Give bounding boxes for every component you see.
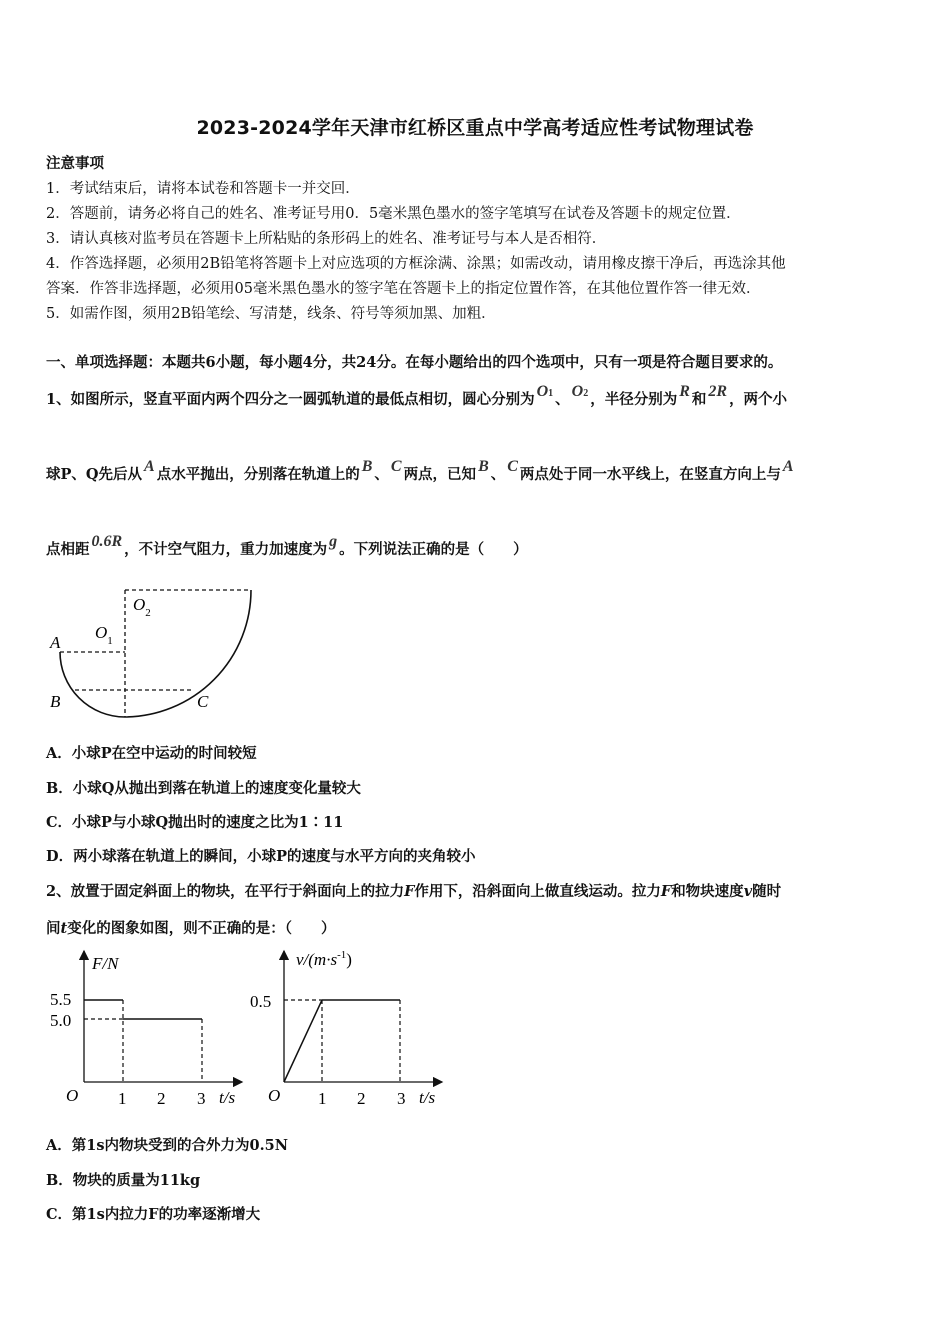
x-tick-3: 3	[397, 1089, 406, 1108]
math-c: C	[390, 458, 402, 475]
math-2r: 2R	[708, 383, 728, 400]
x-tick-2: 2	[157, 1089, 166, 1108]
q2-line-1: 2、放置于固定斜面上的物块，在平行于斜面向上的拉力F作用下，沿斜面向上做直线运动。拉力F和物块速度v随时	[46, 883, 782, 900]
math-height: 0.6R	[91, 533, 123, 550]
q2-option-a: A．第1s内物块受到的合外力为0.5N	[46, 1137, 288, 1154]
q1-line-1: 1、如图所示，竖直平面内两个四分之一圆弧轨道的最低点相切，圆心分别为 O1 、 O2 ，半径分别为 R 和 2R ，两个小	[46, 383, 788, 408]
y-tick-55: 5.5	[50, 990, 72, 1009]
math-o2: O2	[571, 383, 589, 400]
x-axis-label: t/s	[419, 1088, 436, 1107]
y-axis-label: $v/(m\cdot s^{-1})$	[296, 949, 352, 969]
math-b: B	[478, 458, 489, 475]
q1-line-2: 球P、Q先后从 A 点水平抛出，分别落在轨道上的 B 、 C 两点，已知 B 、 C 两点处于同一水平线上，在竖直方向上与 A	[46, 458, 794, 483]
y-axis-label: F/N	[92, 954, 119, 973]
label-b: B	[50, 692, 61, 711]
x-tick-2: 2	[357, 1089, 366, 1108]
x-tick-1: 1	[118, 1089, 127, 1108]
q1-option-a: A．小球P在空中运动的时间较短	[46, 745, 257, 762]
label-a: A	[50, 633, 61, 652]
notice-heading: 注意事项	[46, 155, 104, 172]
math-g: g	[329, 533, 338, 550]
q2-option-c: C．第1s内拉力F的功率逐渐增大	[46, 1206, 261, 1223]
x-tick-3: 3	[197, 1089, 206, 1108]
notice-item: 4．作答选择题，必须用2B铅笔将答题卡上对应选项的方框涂满、涂黑；如需改动，请用橡皮擦干净后，再选涂其他	[46, 256, 786, 272]
small-arc	[60, 652, 125, 717]
section-heading: 一、单项选择题：本题共6小题，每小题4分，共24分。在每小题给出的四个选项中，只有一项是符合题目要求的。	[46, 354, 783, 371]
notice-item: 3．请认真核对监考员在答题卡上所粘贴的条形码上的姓名、准考证号与本人是否相符．	[46, 231, 607, 247]
velocity-time-graph	[246, 945, 456, 1115]
x-tick-1: 1	[318, 1089, 327, 1108]
velocity-ramp	[284, 1000, 322, 1082]
math-c: C	[507, 458, 518, 475]
q1-option-b: B．小球Q从抛出到落在轨道上的速度变化量较大	[46, 780, 361, 797]
notice-item: 1．考试结束后，请将本试卷和答题卡一并交回．	[46, 181, 360, 197]
q2-line-2: 间t变化的图象如图，则不正确的是：（ ）	[46, 920, 336, 937]
page-title: 2023-2024学年天津市红桥区重点中学高考适应性考试物理试卷	[196, 117, 754, 139]
math-o1: O1	[536, 383, 554, 400]
label-o1: $O_1$	[95, 623, 113, 647]
q1-track-figure	[44, 580, 264, 722]
q1-line-3: 点相距 0.6R ，不计空气阻力，重力加速度为 g 。下列说法正确的是（ ）	[46, 533, 528, 558]
math-b: B	[361, 458, 373, 475]
q1-option-d: D．两小球落在轨道上的瞬间，小球P的速度与水平方向的夹角较小	[46, 848, 476, 865]
origin-label: O	[66, 1086, 79, 1105]
q1-option-c: C．小球P与小球Q抛出时的速度之比为1∶11	[46, 814, 344, 831]
label-o2: $O_2$	[133, 595, 151, 619]
notice-item: 5．如需作图，须用2B铅笔绘、写清楚，线条、符号等须加黑、加粗．	[46, 306, 496, 322]
math-a: A	[782, 458, 794, 475]
y-tick-50: 5.0	[50, 1011, 72, 1030]
force-time-graph	[44, 945, 254, 1115]
x-axis-label: t/s	[219, 1088, 236, 1107]
notice-item: 2．答题前，请务必将自己的姓名、准考证号用0．5毫米黑色墨水的签字笔填写在试卷及答题卡的规定位置．	[46, 206, 741, 222]
origin-label: O	[268, 1086, 281, 1105]
y-tick-05: 0.5	[250, 992, 272, 1011]
label-c: C	[197, 692, 209, 711]
q2-option-b: B．物块的质量为11kg	[46, 1172, 201, 1189]
notice-item: 答案．作答非选择题，必须用05毫米黑色墨水的签字笔在答题卡上的指定位置作答，在其他位置作答一律无效．	[46, 281, 761, 297]
math-a: A	[144, 458, 155, 475]
math-r: R	[679, 383, 690, 400]
